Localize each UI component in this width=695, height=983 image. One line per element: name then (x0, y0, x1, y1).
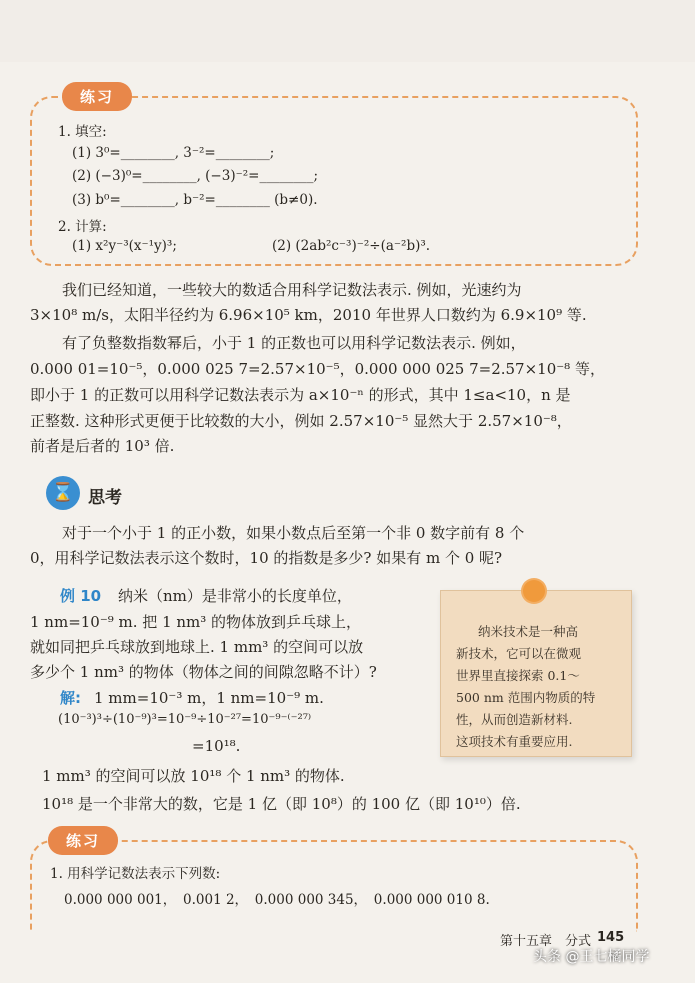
note-line: 世界里直接探索 0.1～ (456, 668, 580, 683)
exercise-line: (2) (2ab²c⁻³)⁻²÷(a⁻²b)³. (272, 238, 431, 254)
example-line: 就如同把乒乓球放到地球上. 1 mm³ 的空间可以放 (30, 638, 364, 656)
body-paragraph: 0.000 01=10⁻⁵，0.000 025 7=2.57×10⁻⁵，0.000 000 025 7=2.57×10⁻⁸ 等， (30, 360, 605, 378)
note-line: 纳米技术是一种高 (478, 624, 579, 639)
example-label: 例 10 (60, 587, 102, 605)
think-icon: ⌛ (46, 476, 80, 510)
example-line: 1 nm=10⁻⁹ m. 把 1 nm³ 的物体放到乒乓球上， (30, 613, 362, 631)
solution-label: 解: (60, 689, 81, 707)
body-paragraph: 有了负整数指数幂后，小于 1 的正数也可以用科学记数法表示. 例如， (62, 334, 526, 352)
body-paragraph: 3×10⁸ m/s，太阳半径约为 6.96×10⁵ km，2010 年世界人口数约为 6.9×10⁹ 等. (30, 306, 587, 324)
exercise-line: (2) (−3)⁰=________, (−3)⁻²=________; (72, 168, 318, 184)
example-line: 纳米（nm）是非常小的长度单位， (118, 587, 352, 605)
exercise-line: 2. 计算: (58, 219, 107, 235)
exercise-tag: 练习 (62, 82, 132, 111)
top-margin (0, 0, 695, 62)
exercise-line: 1. 填空: (58, 124, 107, 140)
pin-icon (521, 578, 547, 604)
note-line: 这项技术有重要应用. (456, 734, 573, 749)
solution-line: 1 mm=10⁻³ m，1 nm=10⁻⁹ m. (94, 689, 324, 707)
think-line: 对于一个小于 1 的正小数，如果小数点后至第一个非 0 数字前有 8 个 (62, 524, 525, 542)
body-paragraph: 即小于 1 的正数可以用科学记数法表示为 a×10⁻ⁿ 的形式，其中 1≤a<10，n 是 (30, 386, 571, 404)
body-paragraph: 正整数. 这种形式更便于比较数的大小，例如 2.57×10⁻⁵ 显然大于 2.57×10⁻⁸， (30, 412, 572, 430)
exercise-tag: 练习 (48, 826, 118, 855)
solution-line: (10⁻³)³÷(10⁻⁹)³=10⁻⁹÷10⁻²⁷=10⁻⁹⁻⁽⁻²⁷⁾ (58, 712, 312, 727)
exercise-line: 1. 用科学记数法表示下列数: (50, 866, 221, 882)
solution-line: =10¹⁸. (192, 737, 241, 755)
solution-line: 10¹⁸ 是一个非常大的数，它是 1 亿（即 10⁸）的 100 亿（即 10¹⁰）倍. (42, 795, 521, 813)
note-line: 500 nm 范围内物质的特 (456, 690, 596, 705)
note-line: 新技术，它可以在微观 (456, 646, 582, 661)
exercise-box (30, 840, 638, 932)
exercise-line: (3) b⁰=________, b⁻²=________ (b≠0). (72, 192, 318, 208)
body-paragraph: 前者是后者的 10³ 倍. (30, 437, 175, 455)
page-number: 145 (597, 930, 625, 945)
exercise-line: 0.000 000 001， 0.001 2， 0.000 000 345， 0.000 000 010 8. (64, 892, 490, 908)
example-line: 多少个 1 nm³ 的物体（物体之间的间隙忽略不计）? (30, 663, 377, 681)
exercise-line: (1) 3⁰=________, 3⁻²=________; (72, 145, 275, 161)
think-label: 思考 (88, 488, 122, 508)
chapter-label: 第十五章 分式 (500, 934, 592, 949)
note-line: 性，从而创造新材料. (456, 712, 573, 727)
think-line: 0，用科学记数法表示这个数时，10 的指数是多少? 如果有 m 个 0 呢? (30, 549, 503, 567)
solution-line: 1 mm³ 的空间可以放 10¹⁸ 个 1 nm³ 的物体. (42, 767, 345, 785)
exercise-line: (1) x²y⁻³(x⁻¹y)³; (72, 238, 177, 254)
body-paragraph: 我们已经知道，一些较大的数适合用科学记数法表示. 例如，光速约为 (62, 281, 522, 299)
watermark: 头条 @王七橘同学 (533, 949, 650, 965)
